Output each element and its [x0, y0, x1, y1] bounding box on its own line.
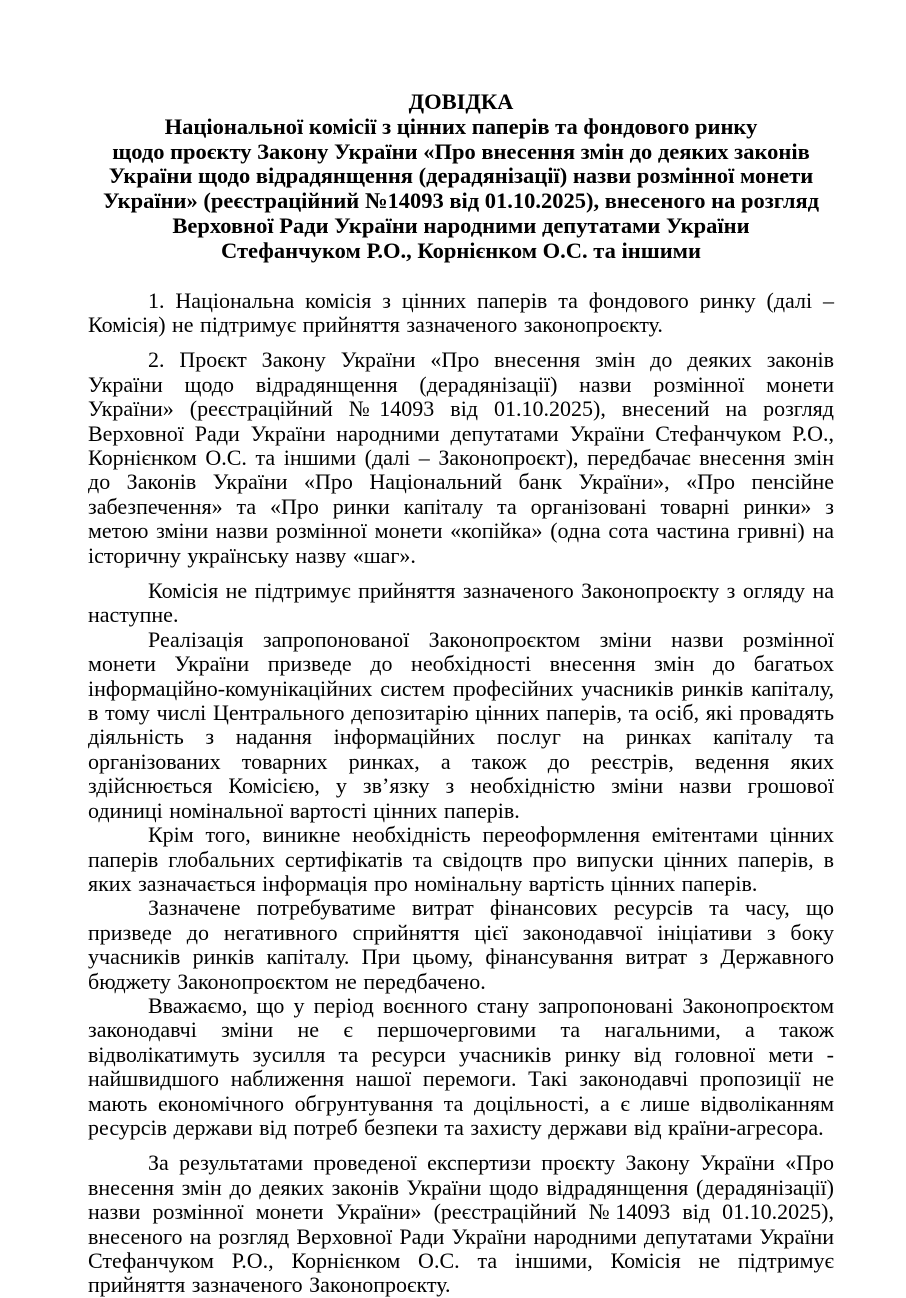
paragraph-2-draft-description: 2. Проєкт Закону України «Про внесення змін до деяких законів України щодо відрадянщення (дерадянізації) назви розмінної монети України» (реєстраційний №14093 від 01.10.2025), внесений на розгляд Верховної Ради України народними депутатами України Стефанчуком Р.О., Корнієнком О.С. та іншими (далі – Законопроєкт), передбачає внесення змін до Законів України «Про Національний банк України», «Про пенсійне забезпечення» та «Про ринки капіталу та організовані товарні ринки» з метою зміни назви розмінної монети «копійка» (одна сота частина гривні) на історичну українську назву «шаг».	[88, 347, 834, 568]
document-body	[88, 289, 834, 1298]
title-line-commission: Національної комісії з цінних паперів та фондового ринку	[164, 113, 758, 139]
paragraph-3-non-support: Комісія не підтримує прийняття зазначеного Законопроєкту з огляду на наступне.	[88, 578, 834, 628]
paragraph-5-certificates: Крім того, виникне необхідність переоформлення емітентами цінних паперів глобальних сертифікатів та свідоцтв про випуски цінних паперів, в яких зазначається інформація про номінальну вартість цінних паперів.	[88, 822, 834, 896]
paragraph-7-wartime-argument: Вважаємо, що у період воєнного стану запропоновані Законопроєктом законодавчі зміни не є першочерговими та нагальними, а також відволікатимуть зусилля та ресурси учасників ринку від головної мети - найшвидшого наближення нашої перемоги. Такі законодавчі пропозиції не мають економічного обгрунтування та доцільності, а є лише відволіканням ресурсів держави від потреб безпеки та захисту держави від країни-агресора.	[88, 992, 834, 1140]
title-line-law-subject-2: України щодо відрадянщення (дерадянізації) назви розмінної монети	[108, 163, 814, 189]
title-line-registration: України» (реєстраційний №14093 від 01.10.2025), внесеного на розгляд	[102, 188, 820, 214]
title-line-doc-type: ДОВІДКА	[408, 89, 514, 114]
title-line-law-subject-1: щодо проєкту Закону України «Про внесення змін до деяких законів	[112, 138, 810, 164]
title-line-deputies: Стефанчуком Р.О., Корнієнком О.С. та іншими	[221, 237, 701, 263]
paragraph-8-conclusion: За результатами проведеної експертизи проєкту Закону України «Про внесення змін до деяких законів України щодо відрадянщення (дерадянізації) назви розмінної монети України» (реєстраційний №14093 від 01.10.2025), внесеного на розгляд Верховної Ради України народними депутатами України Стефанчуком Р.О., Корнієнком О.С. та іншими, Комісія не підтримує прийняття зазначеного Законопроєкту.	[88, 1150, 834, 1298]
paragraph-4-systems-impact: Реалізація запропонованої Законопроєктом зміни назви розмінної монети України призведе до необхідності внесення змін до багатьох інформаційно-комунікаційних систем професійних учасників ринків капіталу, в тому числі Центрального депозитарію цінних паперів, та осіб, які провадять діяльність з надання інформаційних послуг на ринках капіталу та організованих товарних ринках, а також до реєстрів, ведення яких здійснюється Комісією, у зв’язку з необхідністю зміни назви грошової одиниці номінальної вартості цінних паперів.	[88, 626, 834, 823]
paragraph-1-position: 1. Національна комісія з цінних паперів та фондового ринку (далі – Комісія) не підтримує прийняття зазначеного законопроєкту.	[88, 287, 834, 337]
paragraph-6-costs: Зазначене потребуватиме витрат фінансових ресурсів та часу, що призведе до негативного сприйняття цієї законодавчої ініціативи з боку учасників ринків капіталу. При цьому, фінансування витрат з Державного бюджету Законопроєктом не передбачено.	[88, 895, 834, 994]
title-line-submitted-by: Верховної Ради України народними депутатами України	[172, 212, 750, 238]
document-title	[88, 90, 834, 264]
